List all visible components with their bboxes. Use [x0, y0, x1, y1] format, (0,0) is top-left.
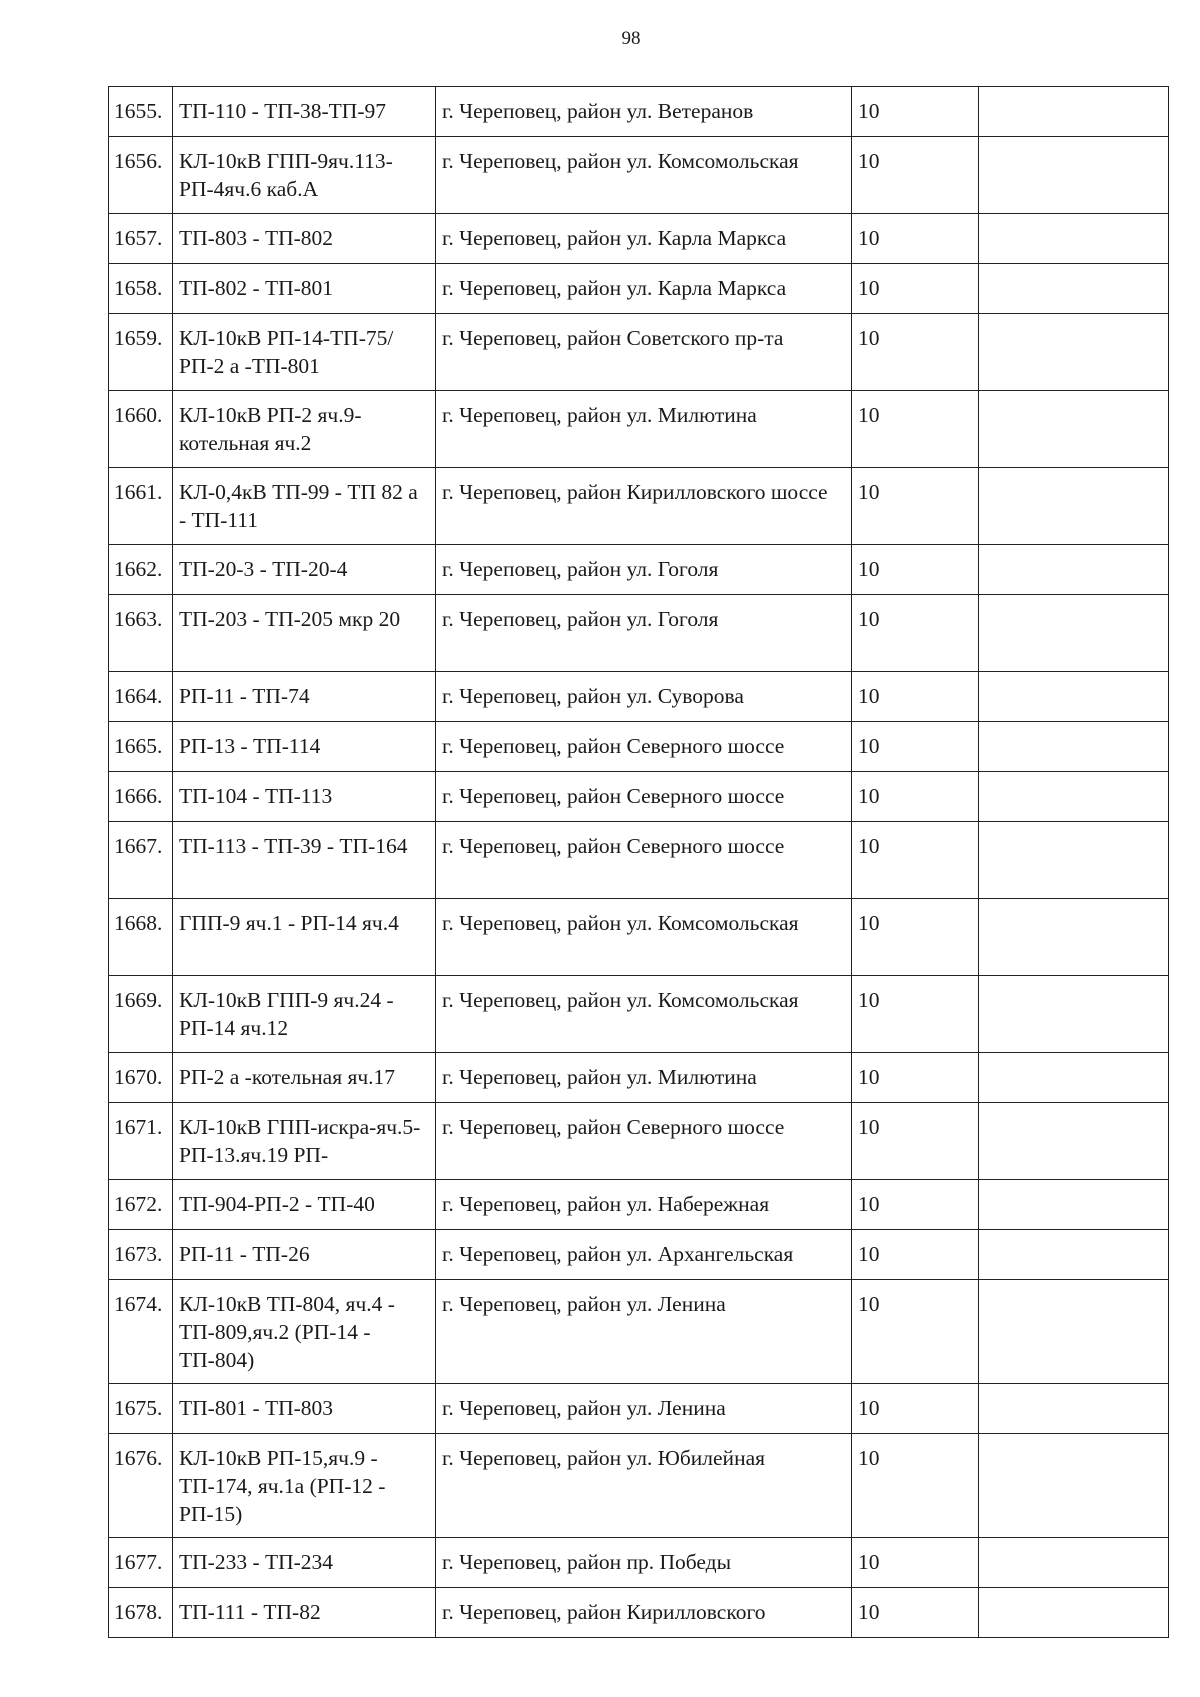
voltage-value: 10: [852, 976, 979, 1053]
object-location: г. Череповец, район ул. Карла Маркса: [436, 264, 852, 314]
object-location: г. Череповец, район Советского пр-та: [436, 314, 852, 391]
table-row: [109, 1588, 1169, 1638]
voltage-value: 10: [852, 672, 979, 722]
voltage-value: 10: [852, 772, 979, 822]
row-number: 1674.: [109, 1280, 173, 1384]
object-location: г. Череповец, район ул. Ленина: [436, 1384, 852, 1434]
voltage-value: 10: [852, 87, 979, 137]
note-cell: [979, 1053, 1169, 1103]
object-location: г. Череповец, район Северного шоссе: [436, 1103, 852, 1180]
object-location: г. Череповец, район ул. Архангельская: [436, 1230, 852, 1280]
row-number: 1662.: [109, 545, 173, 595]
note-cell: [979, 1538, 1169, 1588]
object-name: РП-11 - ТП-74: [173, 672, 436, 722]
object-name: РП-2 а -котельная яч.17: [173, 1053, 436, 1103]
note-cell: [979, 1588, 1169, 1638]
voltage-value: 10: [852, 264, 979, 314]
object-name: ТП-110 - ТП-38-ТП-97: [173, 87, 436, 137]
row-number: 1665.: [109, 722, 173, 772]
page-number: 98: [621, 28, 641, 49]
object-location: г. Череповец, район ул. Ветеранов: [436, 87, 852, 137]
table-row: [109, 595, 1169, 672]
row-number: 1658.: [109, 264, 173, 314]
table-row: [109, 822, 1169, 899]
table-row: [109, 672, 1169, 722]
note-cell: [979, 1180, 1169, 1230]
row-number: 1656.: [109, 137, 173, 214]
object-name: ТП-803 - ТП-802: [173, 214, 436, 264]
object-name: ГПП-9 яч.1 - РП-14 яч.4: [173, 899, 436, 976]
note-cell: [979, 976, 1169, 1053]
note-cell: [979, 1103, 1169, 1180]
table-row: [109, 772, 1169, 822]
object-name: КЛ-10кВ ГПП-9яч.113-РП-4яч.6 каб.А: [173, 137, 436, 214]
note-cell: [979, 214, 1169, 264]
object-location: г. Череповец, район ул. Гоголя: [436, 595, 852, 672]
objects-table: [108, 86, 1169, 1638]
voltage-value: 10: [852, 595, 979, 672]
note-cell: [979, 1230, 1169, 1280]
row-number: 1667.: [109, 822, 173, 899]
row-number: 1670.: [109, 1053, 173, 1103]
row-number: 1666.: [109, 772, 173, 822]
object-name: КЛ-10кВ РП-14-ТП-75/РП-2 а -ТП-801: [173, 314, 436, 391]
table-row: [109, 1230, 1169, 1280]
voltage-value: 10: [852, 1230, 979, 1280]
object-name: КЛ-0,4кВ ТП-99 - ТП 82 а - ТП-111: [173, 468, 436, 545]
table-row: [109, 468, 1169, 545]
table-row: [109, 1053, 1169, 1103]
note-cell: [979, 545, 1169, 595]
table-row: [109, 545, 1169, 595]
object-name: КЛ-10кВ РП-2 яч.9-котельная яч.2: [173, 391, 436, 468]
object-name: ТП-111 - ТП-82: [173, 1588, 436, 1638]
row-number: 1668.: [109, 899, 173, 976]
voltage-value: 10: [852, 1053, 979, 1103]
note-cell: [979, 1280, 1169, 1384]
row-number: 1661.: [109, 468, 173, 545]
object-location: г. Череповец, район Северного шоссе: [436, 822, 852, 899]
row-number: 1669.: [109, 976, 173, 1053]
note-cell: [979, 468, 1169, 545]
object-location: г. Череповец, район ул. Комсомольская: [436, 137, 852, 214]
voltage-value: 10: [852, 214, 979, 264]
object-location: г. Череповец, район ул. Суворова: [436, 672, 852, 722]
row-number: 1678.: [109, 1588, 173, 1638]
object-location: г. Череповец, район Северного шоссе: [436, 772, 852, 822]
object-name: РП-11 - ТП-26: [173, 1230, 436, 1280]
object-location: г. Череповец, район ул. Карла Маркса: [436, 214, 852, 264]
object-name: КЛ-10кВ РП-15,яч.9 - ТП-174, яч.1а (РП-12 - РП-15): [173, 1434, 436, 1538]
note-cell: [979, 264, 1169, 314]
object-name: ТП-233 - ТП-234: [173, 1538, 436, 1588]
object-name: КЛ-10кВ ГПП-9 яч.24 - РП-14 яч.12: [173, 976, 436, 1053]
table-row: [109, 899, 1169, 976]
row-number: 1659.: [109, 314, 173, 391]
row-number: 1657.: [109, 214, 173, 264]
object-location: г. Череповец, район ул. Гоголя: [436, 545, 852, 595]
row-number: 1663.: [109, 595, 173, 672]
table-row: [109, 1384, 1169, 1434]
note-cell: [979, 899, 1169, 976]
voltage-value: 10: [852, 1538, 979, 1588]
voltage-value: 10: [852, 468, 979, 545]
row-number: 1664.: [109, 672, 173, 722]
object-location: г. Череповец, район Кирилловского: [436, 1588, 852, 1638]
note-cell: [979, 1384, 1169, 1434]
note-cell: [979, 722, 1169, 772]
voltage-value: 10: [852, 1103, 979, 1180]
voltage-value: 10: [852, 314, 979, 391]
table-row: [109, 1538, 1169, 1588]
note-cell: [979, 772, 1169, 822]
voltage-value: 10: [852, 137, 979, 214]
table-row: [109, 137, 1169, 214]
table-row: [109, 1103, 1169, 1180]
note-cell: [979, 391, 1169, 468]
row-number: 1677.: [109, 1538, 173, 1588]
voltage-value: 10: [852, 1588, 979, 1638]
table-row: [109, 264, 1169, 314]
row-number: 1655.: [109, 87, 173, 137]
voltage-value: 10: [852, 1280, 979, 1384]
object-location: г. Череповец, район Северного шоссе: [436, 722, 852, 772]
object-location: г. Череповец, район ул. Ленина: [436, 1280, 852, 1384]
table-row: [109, 391, 1169, 468]
table-row: [109, 1280, 1169, 1384]
table-row: [109, 214, 1169, 264]
note-cell: [979, 87, 1169, 137]
object-location: г. Череповец, район ул. Набережная: [436, 1180, 852, 1230]
object-location: г. Череповец, район ул. Комсомольская: [436, 976, 852, 1053]
object-name: ТП-801 - ТП-803: [173, 1384, 436, 1434]
object-name: ТП-113 - ТП-39 - ТП-164: [173, 822, 436, 899]
object-location: г. Череповец, район ул. Милютина: [436, 1053, 852, 1103]
voltage-value: 10: [852, 1180, 979, 1230]
object-location: г. Череповец, район ул. Юбилейная: [436, 1434, 852, 1538]
object-location: г. Череповец, район ул. Милютина: [436, 391, 852, 468]
object-name: ТП-104 - ТП-113: [173, 772, 436, 822]
voltage-value: 10: [852, 722, 979, 772]
table-row: [109, 722, 1169, 772]
object-location: г. Череповец, район Кирилловского шоссе: [436, 468, 852, 545]
note-cell: [979, 314, 1169, 391]
note-cell: [979, 595, 1169, 672]
table-row: [109, 1180, 1169, 1230]
table-body: [109, 87, 1169, 1638]
voltage-value: 10: [852, 545, 979, 595]
object-name: ТП-904-РП-2 - ТП-40: [173, 1180, 436, 1230]
note-cell: [979, 672, 1169, 722]
table-row: [109, 314, 1169, 391]
object-name: КЛ-10кВ ГПП-искра-яч.5-РП-13.яч.19 РП-: [173, 1103, 436, 1180]
note-cell: [979, 137, 1169, 214]
object-location: г. Череповец, район ул. Комсомольская: [436, 899, 852, 976]
table-row: [109, 87, 1169, 137]
row-number: 1676.: [109, 1434, 173, 1538]
object-name: ТП-802 - ТП-801: [173, 264, 436, 314]
row-number: 1660.: [109, 391, 173, 468]
object-name: РП-13 - ТП-114: [173, 722, 436, 772]
voltage-value: 10: [852, 822, 979, 899]
object-name: ТП-20-3 - ТП-20-4: [173, 545, 436, 595]
table-row: [109, 1434, 1169, 1538]
note-cell: [979, 822, 1169, 899]
row-number: 1672.: [109, 1180, 173, 1230]
object-name: ТП-203 - ТП-205 мкр 20: [173, 595, 436, 672]
voltage-value: 10: [852, 1434, 979, 1538]
voltage-value: 10: [852, 899, 979, 976]
object-name: КЛ-10кВ ТП-804, яч.4 - ТП-809,яч.2 (РП-14 - ТП-804): [173, 1280, 436, 1384]
row-number: 1673.: [109, 1230, 173, 1280]
row-number: 1675.: [109, 1384, 173, 1434]
row-number: 1671.: [109, 1103, 173, 1180]
table-row: [109, 976, 1169, 1053]
note-cell: [979, 1434, 1169, 1538]
voltage-value: 10: [852, 1384, 979, 1434]
voltage-value: 10: [852, 391, 979, 468]
object-location: г. Череповец, район пр. Победы: [436, 1538, 852, 1588]
